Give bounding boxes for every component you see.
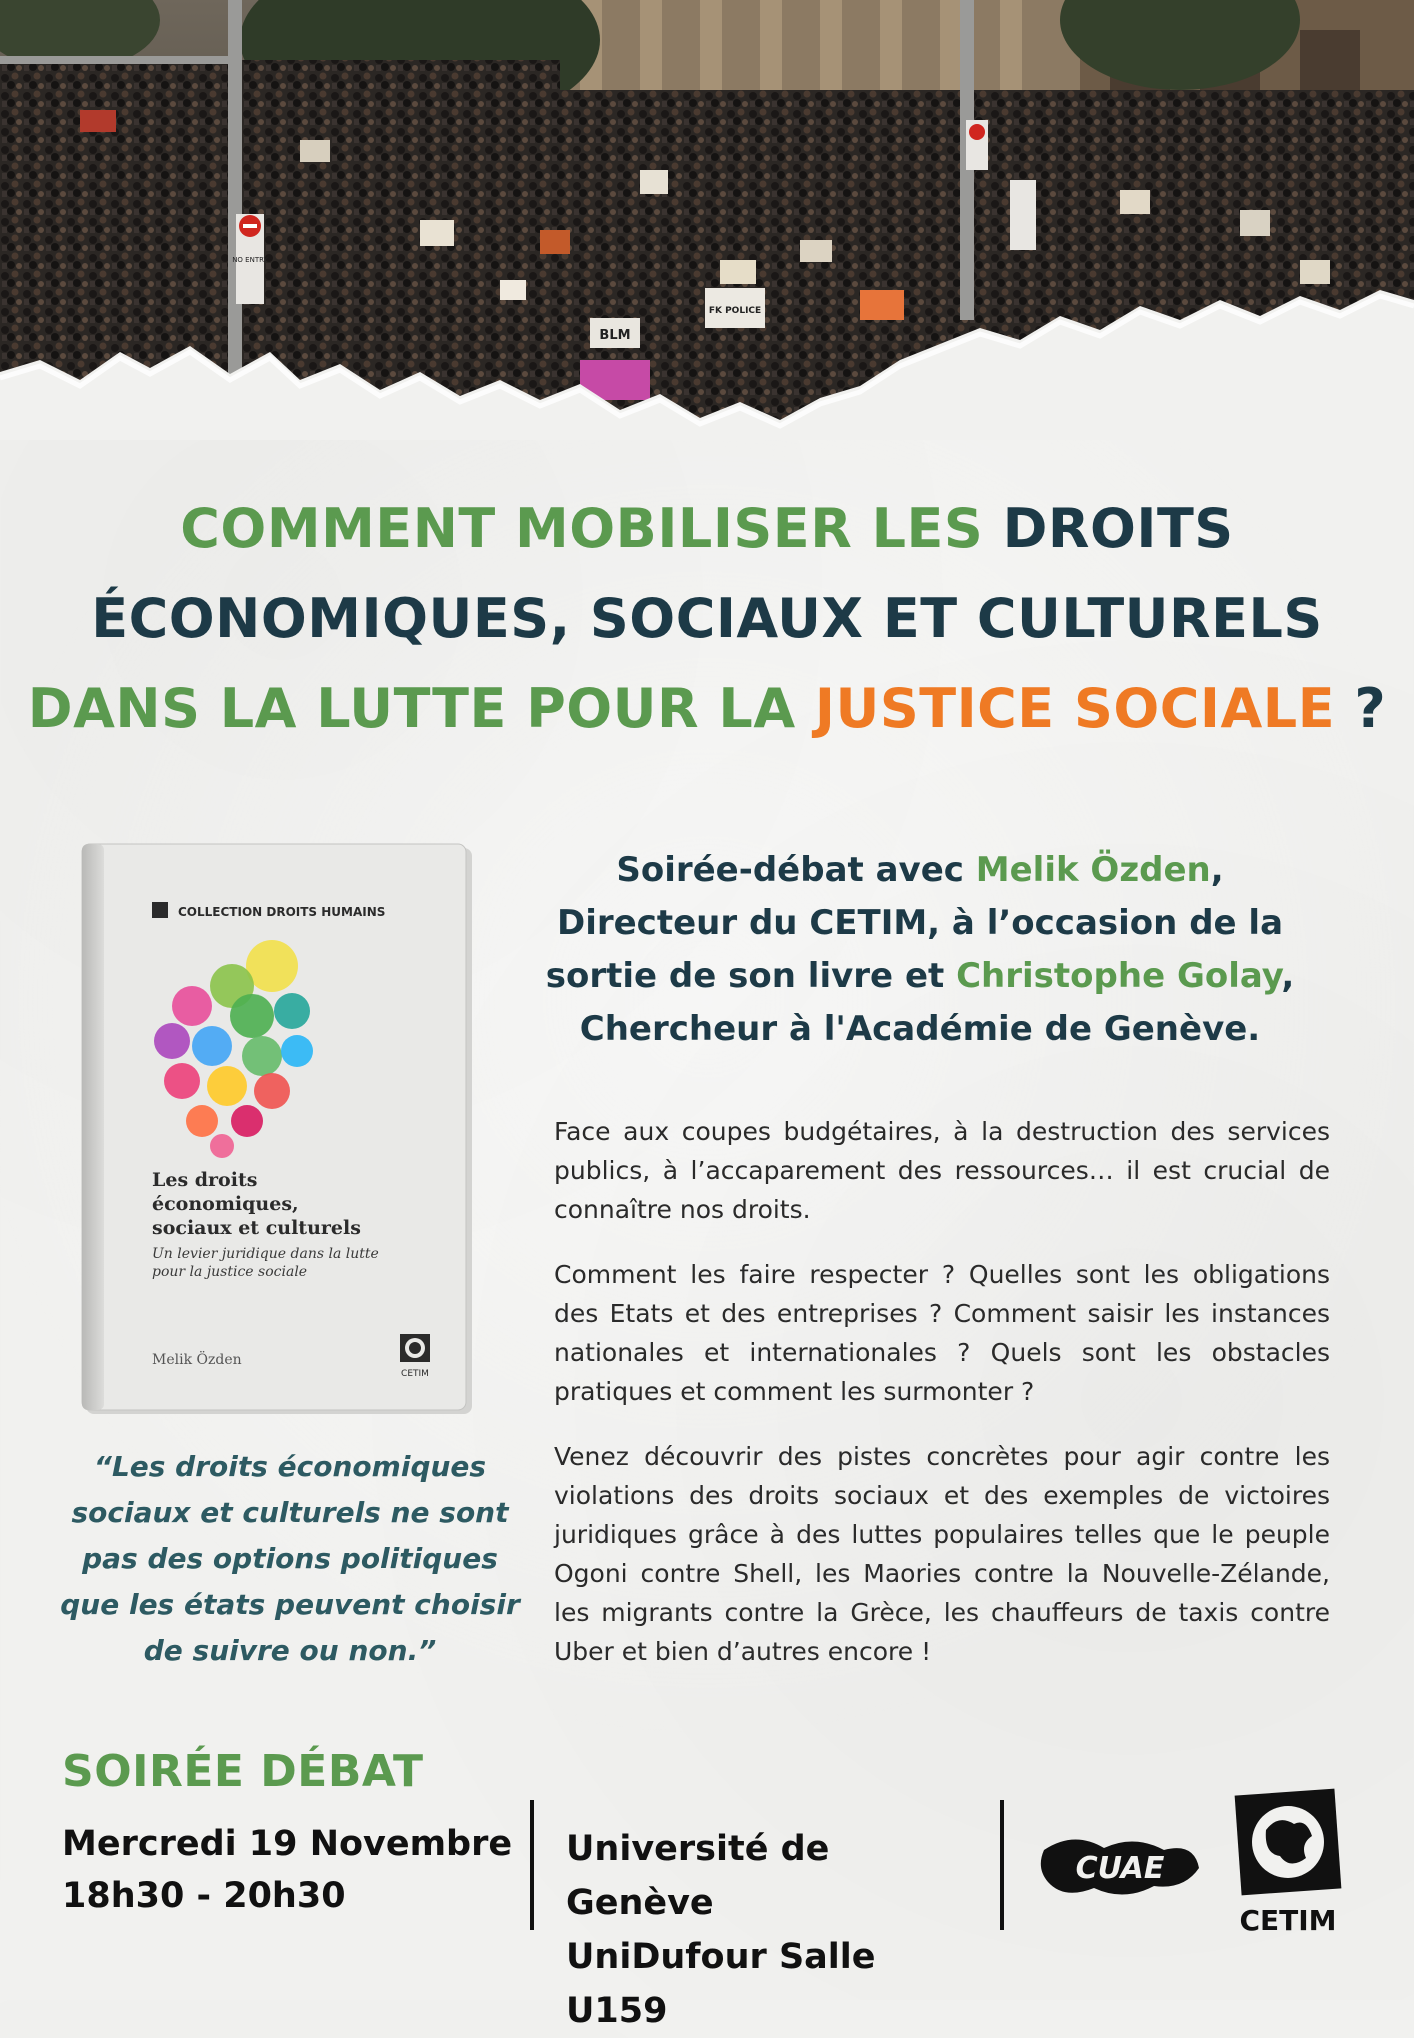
cuae-logo-text: CUAE: [1075, 1851, 1165, 1886]
hero-sign-blm: BLM: [599, 328, 631, 343]
event-venue: Université de Genève: [566, 1829, 830, 1923]
book-subtitle-line: Un levier juridique dans la lutte: [152, 1246, 379, 1262]
book-title-line: sociaux et culturels: [152, 1217, 361, 1239]
description-paragraph: Venez découvrir des pistes concrètes pour agir contre les violations des droits sociaux et des exemples de victoires juridiques grâce à des luttes populaires telles que le peuple Ogoni contre Shell, les Maories contre la Nouvelle-Zélande, les migrants contre la Grèce, les chauffeurs de taxis contre Uber et bien d’autres encore !: [554, 1442, 1330, 1666]
footer-title: SOIRÉE DÉBAT: [62, 1746, 424, 1797]
intro-text: Soirée-débat avec: [616, 850, 976, 890]
headline-part: JUSTICE SOCIALE: [814, 677, 1336, 740]
book-title-line: économiques,: [152, 1193, 299, 1215]
book-author: Melik Özden: [152, 1352, 242, 1368]
intro-text: , Directeur du CETIM, à l’occasion de la sortie de son livre et: [545, 850, 1284, 996]
scales-icon: [152, 902, 168, 918]
event-headline: [0, 484, 1414, 754]
book-quote: “Les droits économiques sociaux et culturels ne sont pas des options politiques que les états peuvent choisir de suivre ou non.”: [60, 1450, 520, 1667]
hero-protest-photo: [0, 0, 1414, 440]
event-date: Mercredi 19 Novembre: [62, 1824, 513, 1864]
event-description: [554, 1112, 1330, 1697]
description-paragraph: Face aux coupes budgétaires, à la destruction des services publics, à l’accaparement des ressources… il est crucial de connaître nos droits.: [554, 1117, 1330, 1224]
headline-part: ?: [1335, 677, 1387, 740]
footer-divider: [530, 1800, 534, 1930]
hero-sign-no-entry: NO ENTRY: [232, 256, 268, 264]
description-paragraph: Comment les faire respecter ? Quelles sont les obligations des Etats et des entreprises ? Comment saisir les instances nationales et internationales ? Quels sont les obstacles pratiques et comment les surmonter ?: [554, 1260, 1330, 1406]
intro-text: , Chercheur à l'Académie de Genève.: [579, 956, 1295, 1049]
book-subtitle-line: pour la justice sociale: [152, 1264, 308, 1280]
footer-divider: [1000, 1800, 1004, 1930]
headline-line-2: ÉCONOMIQUES, SOCIAUX ET CULTURELS: [91, 587, 1323, 650]
book-cover: [82, 836, 472, 1416]
headline-part: COMMENT MOBILISER LES: [180, 497, 1003, 560]
cuae-logo-mark: [1034, 1820, 1204, 1910]
cuae-logo: [1034, 1820, 1204, 1910]
cetim-logo: [1226, 1784, 1350, 1940]
book-title-line: Les droits: [152, 1169, 258, 1191]
speaker-name: Melik Özden: [975, 850, 1211, 890]
headline-line-3: [0, 664, 1414, 754]
event-location: [566, 1822, 986, 2038]
book-publisher: CETIM: [401, 1369, 429, 1379]
cetim-logo-mark: [1226, 1784, 1350, 1940]
headline-line-1: [0, 484, 1414, 574]
book-cover-illustration: [82, 836, 472, 1416]
book-collection: COLLECTION DROITS HUMAINS: [178, 905, 386, 919]
speaker-name: Christophe Golay: [956, 956, 1282, 996]
event-intro: [540, 844, 1300, 1056]
event-datetime: [62, 1818, 522, 1922]
headline-part: DANS LA LUTTE POUR LA: [27, 677, 815, 740]
headline-part: DROITS: [1002, 497, 1234, 560]
hero-sign-police: FK POLICE: [708, 306, 762, 316]
event-time: 18h30 - 20h30: [62, 1876, 346, 1916]
cetim-logo-text: CETIM: [1239, 1904, 1337, 1937]
crowd-illustration: [0, 0, 1414, 440]
event-room: UniDufour Salle U159: [566, 1937, 876, 2031]
